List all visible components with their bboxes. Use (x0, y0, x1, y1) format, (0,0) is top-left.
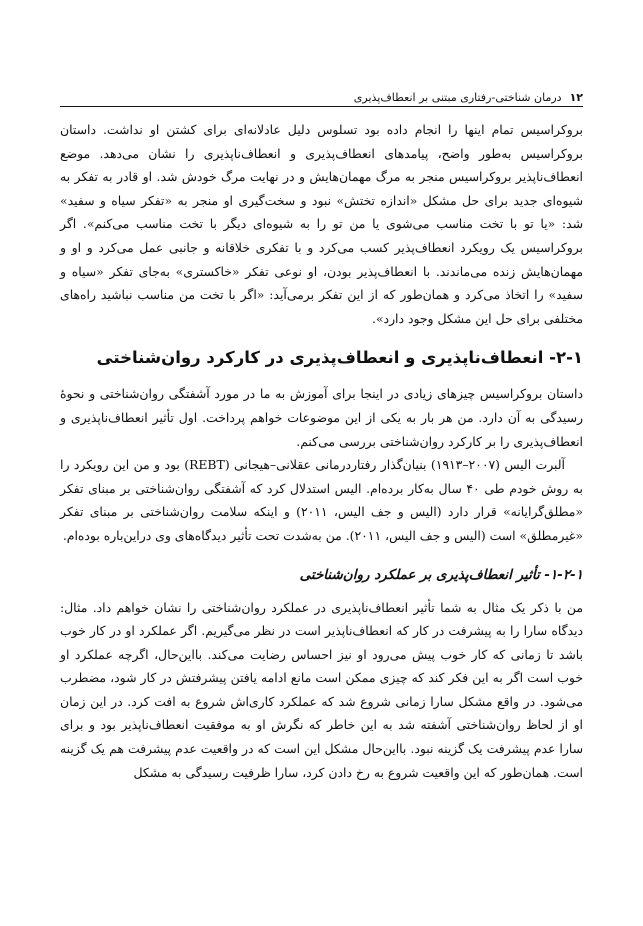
paragraph-intro: بروکراسیس تمام اینها را انجام داده بود تسلوس دلیل عادلانه‌ای برای کشتن او نداشت. داستان بروکراسیس به‌طور واضح، پیامدهای انعطاف‌پذیری و انعطاف‌ناپذیری را نشان می‌دهد. موضع انعطاف‌ناپذیر بروکراسیس منجر به مرگ مهمان‌هایش و در نهایت مرگ خودش شد. او قادر به تفکر به شیوه‌ای جدید برای حل مشکل «اندازه تختش» نبود و سخت‌گیری او منجر به «تفکر سیاه و سفید» شد: «یا تو با تخت مناسب می‌شوی یا من تو را به شیوه‌ای دیگر با تخت مناسب می‌کنم». اگر بروکراسیس یک رویکرد انعطاف‌پذیر کسب می‌کرد و با تفکری خلاقانه و جانبی عمل می‌کرد و او و مهمان‌هایش زنده می‌ماندند. با انعطاف‌پذیر بودن، او نوعی تفکر «خاکستری» به‌جای تفکر «سیاه و سفید» را اتخاذ می‌کرد و همان‌طور که از این تفکر برمی‌آید: «اگر با تخت من مناسب نباشید راه‌های مختلفی برای حل این مشکل وجود دارد». (60, 122, 583, 326)
running-header (60, 80, 583, 107)
running-header-title: درمان شناختی-رفتاری مبتنی بر انعطاف‌پذیری (353, 91, 562, 104)
section-heading: ۲-۱- انعطاف‌ناپذیری و انعطاف‌پذیری در کارکرد روان‌شناختی (96, 348, 583, 368)
paragraph-example: من با ذکر یک مثال به شما تأثیر انعطاف‌ناپذیری در عملکرد روان‌شناختی را نشان خواهم داد. مثال: دیدگاه سارا را به پیشرفت در کار که انعطاف‌ناپذیر است در نظر می‌گیریم. اگر عملکرد او در کار خوب باشد تا زمانی که کار خوب پیش می‌رود او نیز احساس رضایت می‌کند. بااین‌حال، اگرچه عملکرد او خوب است اگر به این فکر کند که چیزی ممکن است مانع ادامه یافتن پیشرفتش در کار شود، مضطرب می‌شود. در واقع مشکل سارا زمانی شروع شد که عملکرد کاری‌اش شروع به افت کرد. در این زمان او از لحاظ روان‌شناختی آشفته شد به این خاطر که نگرش او به موفقیت انعطاف‌ناپذیر بود و برای سارا عدم پیشرفت یک گزینه نبود. بااین‌حال مشکل این است که در واقعیت عدم پیشرفت هم یک گزینه است. همان‌طور که این واقعیت شروع به رخ دادن کرد، سارا ظرفیت رسیدگی به مشکل (60, 599, 583, 780)
paragraph-ellis: آلبرت الیس (۲۰۰۷–۱۹۱۳) بنیان‌گذار رفتاردرمانی عقلانی–هیجانی (REBT) بود و من این رویکرد را به روش خودم طی ۴۰ سال به‌کار برده‌ام. الیس استدلال کرد که آشفتگی روان‌شناختی بر مبنای تفکر «مطلق‌گرایانه» قرار دارد (الیس و جف الیس، ۲۰۱۱) و اینکه سلامت روان‌شناختی بر مبنای تفکر «غیرمطلق» است (الیس و جف الیس، ۲۰۱۱). من به‌شدت تحت تأثیر دیدگاه‌های وی دراین‌باره بوده‌ام. (60, 457, 583, 543)
page-body (60, 118, 583, 784)
paragraph-section-intro: داستان بروکراسیس چیزهای زیادی در اینجا برای آموزش به ما در مورد آشفتگی روان‌شناختی و نحوهٔ رسیدگی به آن دارد. من هر بار به یکی از این موضوعات خواهم پرداخت. اول تأثیر انعطاف‌ناپذیری و انعطاف‌پذیری را بر کارکرد روان‌شناختی بررسی می‌کنم. (60, 386, 583, 449)
page-number: ۱۲ (569, 91, 583, 104)
subsection-heading: ۱-۲-۱- تأثیر انعطاف‌پذیری بر عملکرد روان‌شناختی (299, 566, 583, 583)
